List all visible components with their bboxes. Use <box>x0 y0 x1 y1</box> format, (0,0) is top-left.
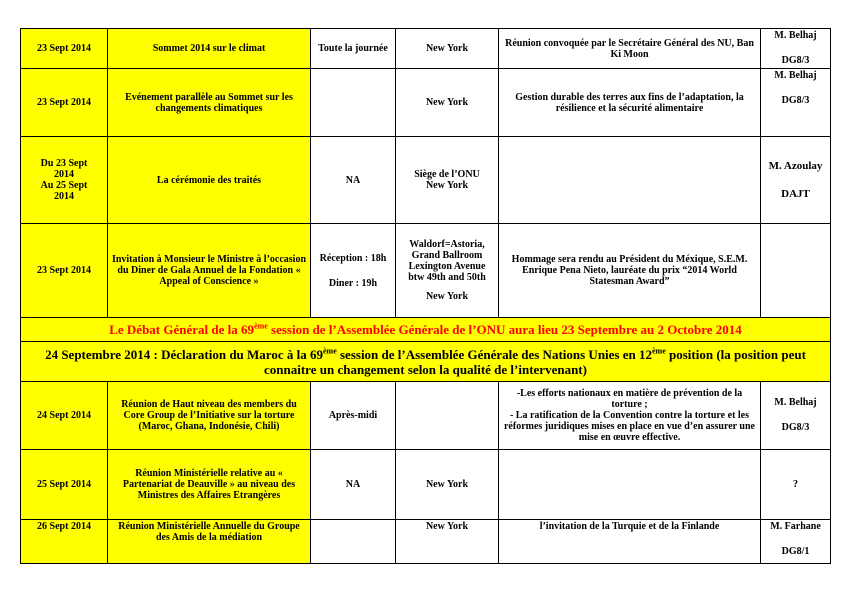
time-line: Diner : 19h <box>328 277 378 289</box>
place-line: Grand Ballroom <box>411 250 483 261</box>
place-line: New York <box>425 180 469 191</box>
date-cell: 23 Sept 2014 <box>21 29 108 69</box>
place-cell <box>396 382 499 450</box>
place-cell: New York <box>396 520 499 564</box>
table-row <box>21 29 831 69</box>
banner-row <box>21 342 831 382</box>
time-cell: Toute la journée <box>311 29 396 69</box>
morocco-declaration-banner: 24 Septembre 2014 : Déclaration du Maroc à la 69ème session de l’Assemblée Générale des Nations Unies en 12ème position (la position peut connaitre un changement selon la qualité de l’intervenant) <box>21 342 831 382</box>
responsible-cell <box>761 224 831 318</box>
responsible-name: M. Belhaj <box>774 397 817 408</box>
place-line: Siège de l’ONU <box>414 169 480 180</box>
date-cell: 23 Sept 2014 <box>21 224 108 318</box>
responsible-dept: DG8/3 <box>781 422 810 433</box>
table-row <box>21 450 831 520</box>
event-cell: Evénement parallèle au Sommet sur les changements climatiques <box>108 69 311 137</box>
event-cell: Invitation à Monsieur le Ministre à l’occasion du Diner de Gala Annuel de la Fondation « Appeal of Conscience » <box>108 224 311 318</box>
note-bullet: -Les efforts nationaux en matière de prévention de la torture ; <box>516 388 743 410</box>
time-cell: NA <box>311 137 396 224</box>
time-cell <box>311 520 396 564</box>
place-line: Lexington Avenue <box>408 261 486 272</box>
note-cell <box>499 137 761 224</box>
time-cell: Après-midi <box>311 382 396 450</box>
place-line: btw 49th and 50th <box>408 272 486 283</box>
date-line: Du 23 Sept <box>40 158 88 169</box>
table-row <box>21 137 831 224</box>
place-cell <box>396 137 499 224</box>
responsible-dept: DG8/3 <box>781 55 810 66</box>
place-cell <box>396 224 499 318</box>
responsible-cell <box>761 450 831 520</box>
note-cell <box>499 450 761 520</box>
table-row <box>21 382 831 450</box>
responsible-cell <box>761 520 831 564</box>
responsible-dept: DG8/1 <box>781 546 810 557</box>
date-line: 2014 <box>54 169 74 180</box>
date-line: 2014 <box>54 191 74 202</box>
responsible-dept: DAJT <box>781 188 810 200</box>
responsible-name: M. Azoulay <box>768 160 823 172</box>
time-cell: NA <box>311 450 396 520</box>
place-line: New York <box>425 291 469 302</box>
responsible-name: M. Belhaj <box>774 70 817 81</box>
time-line: Réception : 18h <box>319 252 387 264</box>
responsible-name: M. Farhane <box>770 521 821 532</box>
banner-row <box>21 318 831 342</box>
table-row <box>21 69 831 137</box>
responsible-dept: DG8/3 <box>781 95 810 106</box>
date-line: Au 25 Sept <box>40 180 88 191</box>
place-line: Waldorf=Astoria, <box>409 239 485 250</box>
date-cell <box>21 137 108 224</box>
note-bullet: - La ratification de la Convention contre la torture et les réformes juridiques mises en place en vue d’en assurer une mise en œuvre effective. <box>503 410 755 443</box>
responsible-name: M. Belhaj <box>774 30 817 41</box>
general-debate-banner: Le Débat Général de la 69ème session de l’Assemblée Générale de l’ONU aura lieu 23 Septembre au 2 Octobre 2014 <box>21 318 831 342</box>
note-cell: l’invitation de la Turquie et de la Finlande <box>499 520 761 564</box>
event-cell: Sommet 2014 sur le climat <box>108 29 311 69</box>
agenda-table <box>20 28 831 564</box>
place-cell: New York <box>396 69 499 137</box>
note-cell: Hommage sera rendu au Président du Méxique, S.E.M. Enrique Pena Nieto, lauréate du prix “2014 World Statesman Award” <box>499 224 761 318</box>
date-cell: 26 Sept 2014 <box>21 520 108 564</box>
event-cell: Réunion Ministérielle relative au « Partenariat de Deauville » au niveau des Ministres des Affaires Etrangères <box>108 450 311 520</box>
responsible-cell <box>761 382 831 450</box>
table-row <box>21 224 831 318</box>
responsible-name: ? <box>793 478 798 490</box>
time-cell <box>311 69 396 137</box>
responsible-cell <box>761 137 831 224</box>
date-cell: 24 Sept 2014 <box>21 382 108 450</box>
table-row <box>21 520 831 564</box>
responsible-cell <box>761 69 831 137</box>
note-cell: Gestion durable des terres aux fins de l’adaptation, la résilience et la sécurité alimentaire <box>499 69 761 137</box>
place-cell: New York <box>396 450 499 520</box>
date-cell: 23 Sept 2014 <box>21 69 108 137</box>
date-cell: 25 Sept 2014 <box>21 450 108 520</box>
note-cell <box>499 382 761 450</box>
responsible-cell <box>761 29 831 69</box>
time-cell <box>311 224 396 318</box>
event-cell: Réunion de Haut niveau des members du Core Group de l’Initiative sur la torture (Maroc, Ghana, Indonésie, Chili) <box>108 382 311 450</box>
place-cell: New York <box>396 29 499 69</box>
event-cell: Réunion Ministérielle Annuelle du Groupe des Amis de la médiation <box>108 520 311 564</box>
note-cell: Réunion convoquée par le Secrétaire Général des NU, Ban Ki Moon <box>499 29 761 69</box>
event-cell: La cérémonie des traités <box>108 137 311 224</box>
